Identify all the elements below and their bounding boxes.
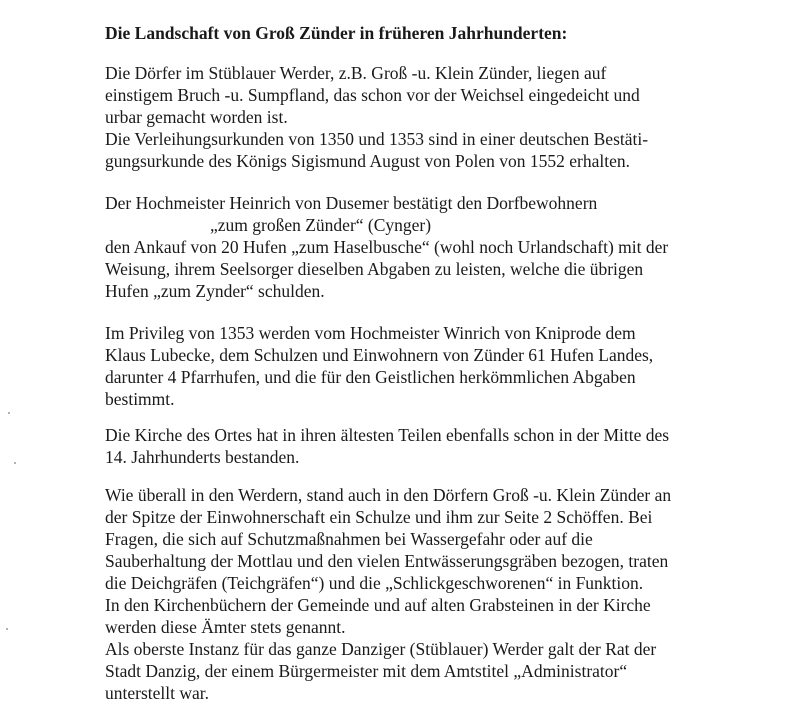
text-line: der Spitze der Einwohnerschaft ein Schulze und ihm zur Seite 2 Schöffen. Bei [105, 507, 653, 527]
text-line: einstigem Bruch -u. Sumpfland, das schon vor der Weichsel eingedeicht und [105, 85, 640, 105]
text-line: Wie überall in den Werdern, stand auch in den Dörfern Groß -u. Klein Zünder an [105, 485, 672, 505]
text-line: Klaus Lubecke, dem Schulzen und Einwohnern von Zünder 61 Hufen Landes, [105, 345, 654, 365]
text-line: Stadt Danzig, der einem Bürgermeister mit dem Amtstitel „Administrator“ [105, 661, 628, 681]
text-line: urbar gemacht worden ist. [105, 107, 288, 127]
text-line: Der Hochmeister Heinrich von Dusemer bestätigt den Dorfbewohnern [105, 193, 598, 213]
scan-speck [14, 462, 16, 464]
text-line: Die Kirche des Ortes hat in ihren ältesten Teilen ebenfalls schon in der Mitte des [105, 425, 670, 445]
text-line: Sauberhaltung der Mottlau und den vielen Entwässerungsgräben bezogen, traten [105, 551, 669, 571]
text-line: unterstellt war. [105, 683, 210, 703]
text-line: Weisung, ihrem Seelsorger dieselben Abgaben zu leisten, welche die übrigen [105, 259, 644, 279]
text-line: Hufen „zum Zynder“ schulden. [105, 281, 325, 301]
text-line: Die Verleihungsurkunden von 1350 und 1353 sind in einer deutschen Bestäti- [105, 129, 649, 149]
text-line: Als oberste Instanz für das ganze Danziger (Stüblauer) Werder galt der Rat der [105, 639, 657, 659]
text-line: In den Kirchenbüchern der Gemeinde und auf alten Grabsteinen in der Kirche [105, 595, 651, 615]
text-line: Fragen, die sich auf Schutzmaßnahmen bei Wassergefahr oder auf die [105, 529, 593, 549]
text-line: den Ankauf von 20 Hufen „zum Haselbusche“ (wohl noch Urlandschaft) mit der [105, 237, 669, 257]
text-line: bestimmt. [105, 389, 175, 409]
scan-speck [6, 628, 8, 630]
text-line: darunter 4 Pfarrhufen, und die für den Geistlichen herkömmlichen Abgaben [105, 367, 636, 387]
text-line: die Deichgräfen (Teichgräfen“) und die „Schlickgeschworenen“ in Funktion. [105, 573, 644, 593]
text-line: Im Privileg von 1353 werden vom Hochmeister Winrich von Kniprode dem [105, 323, 636, 343]
text-line: gungsurkunde des Königs Sigismund August von Polen von 1552 erhalten. [105, 151, 630, 171]
text-line: Die Dörfer im Stüblauer Werder, z.B. Groß -u. Klein Zünder, liegen auf [105, 63, 607, 83]
text-line: 14. Jahrhunderts bestanden. [105, 447, 300, 467]
text-line-indented: „zum großen Zünder“ (Cynger) [210, 215, 432, 235]
document-title: Die Landschaft von Groß Zünder in früheren Jahrhunderten: [105, 23, 568, 43]
scan-speck [8, 412, 10, 414]
text-line: werden diese Ämter stets genannt. [105, 617, 346, 637]
